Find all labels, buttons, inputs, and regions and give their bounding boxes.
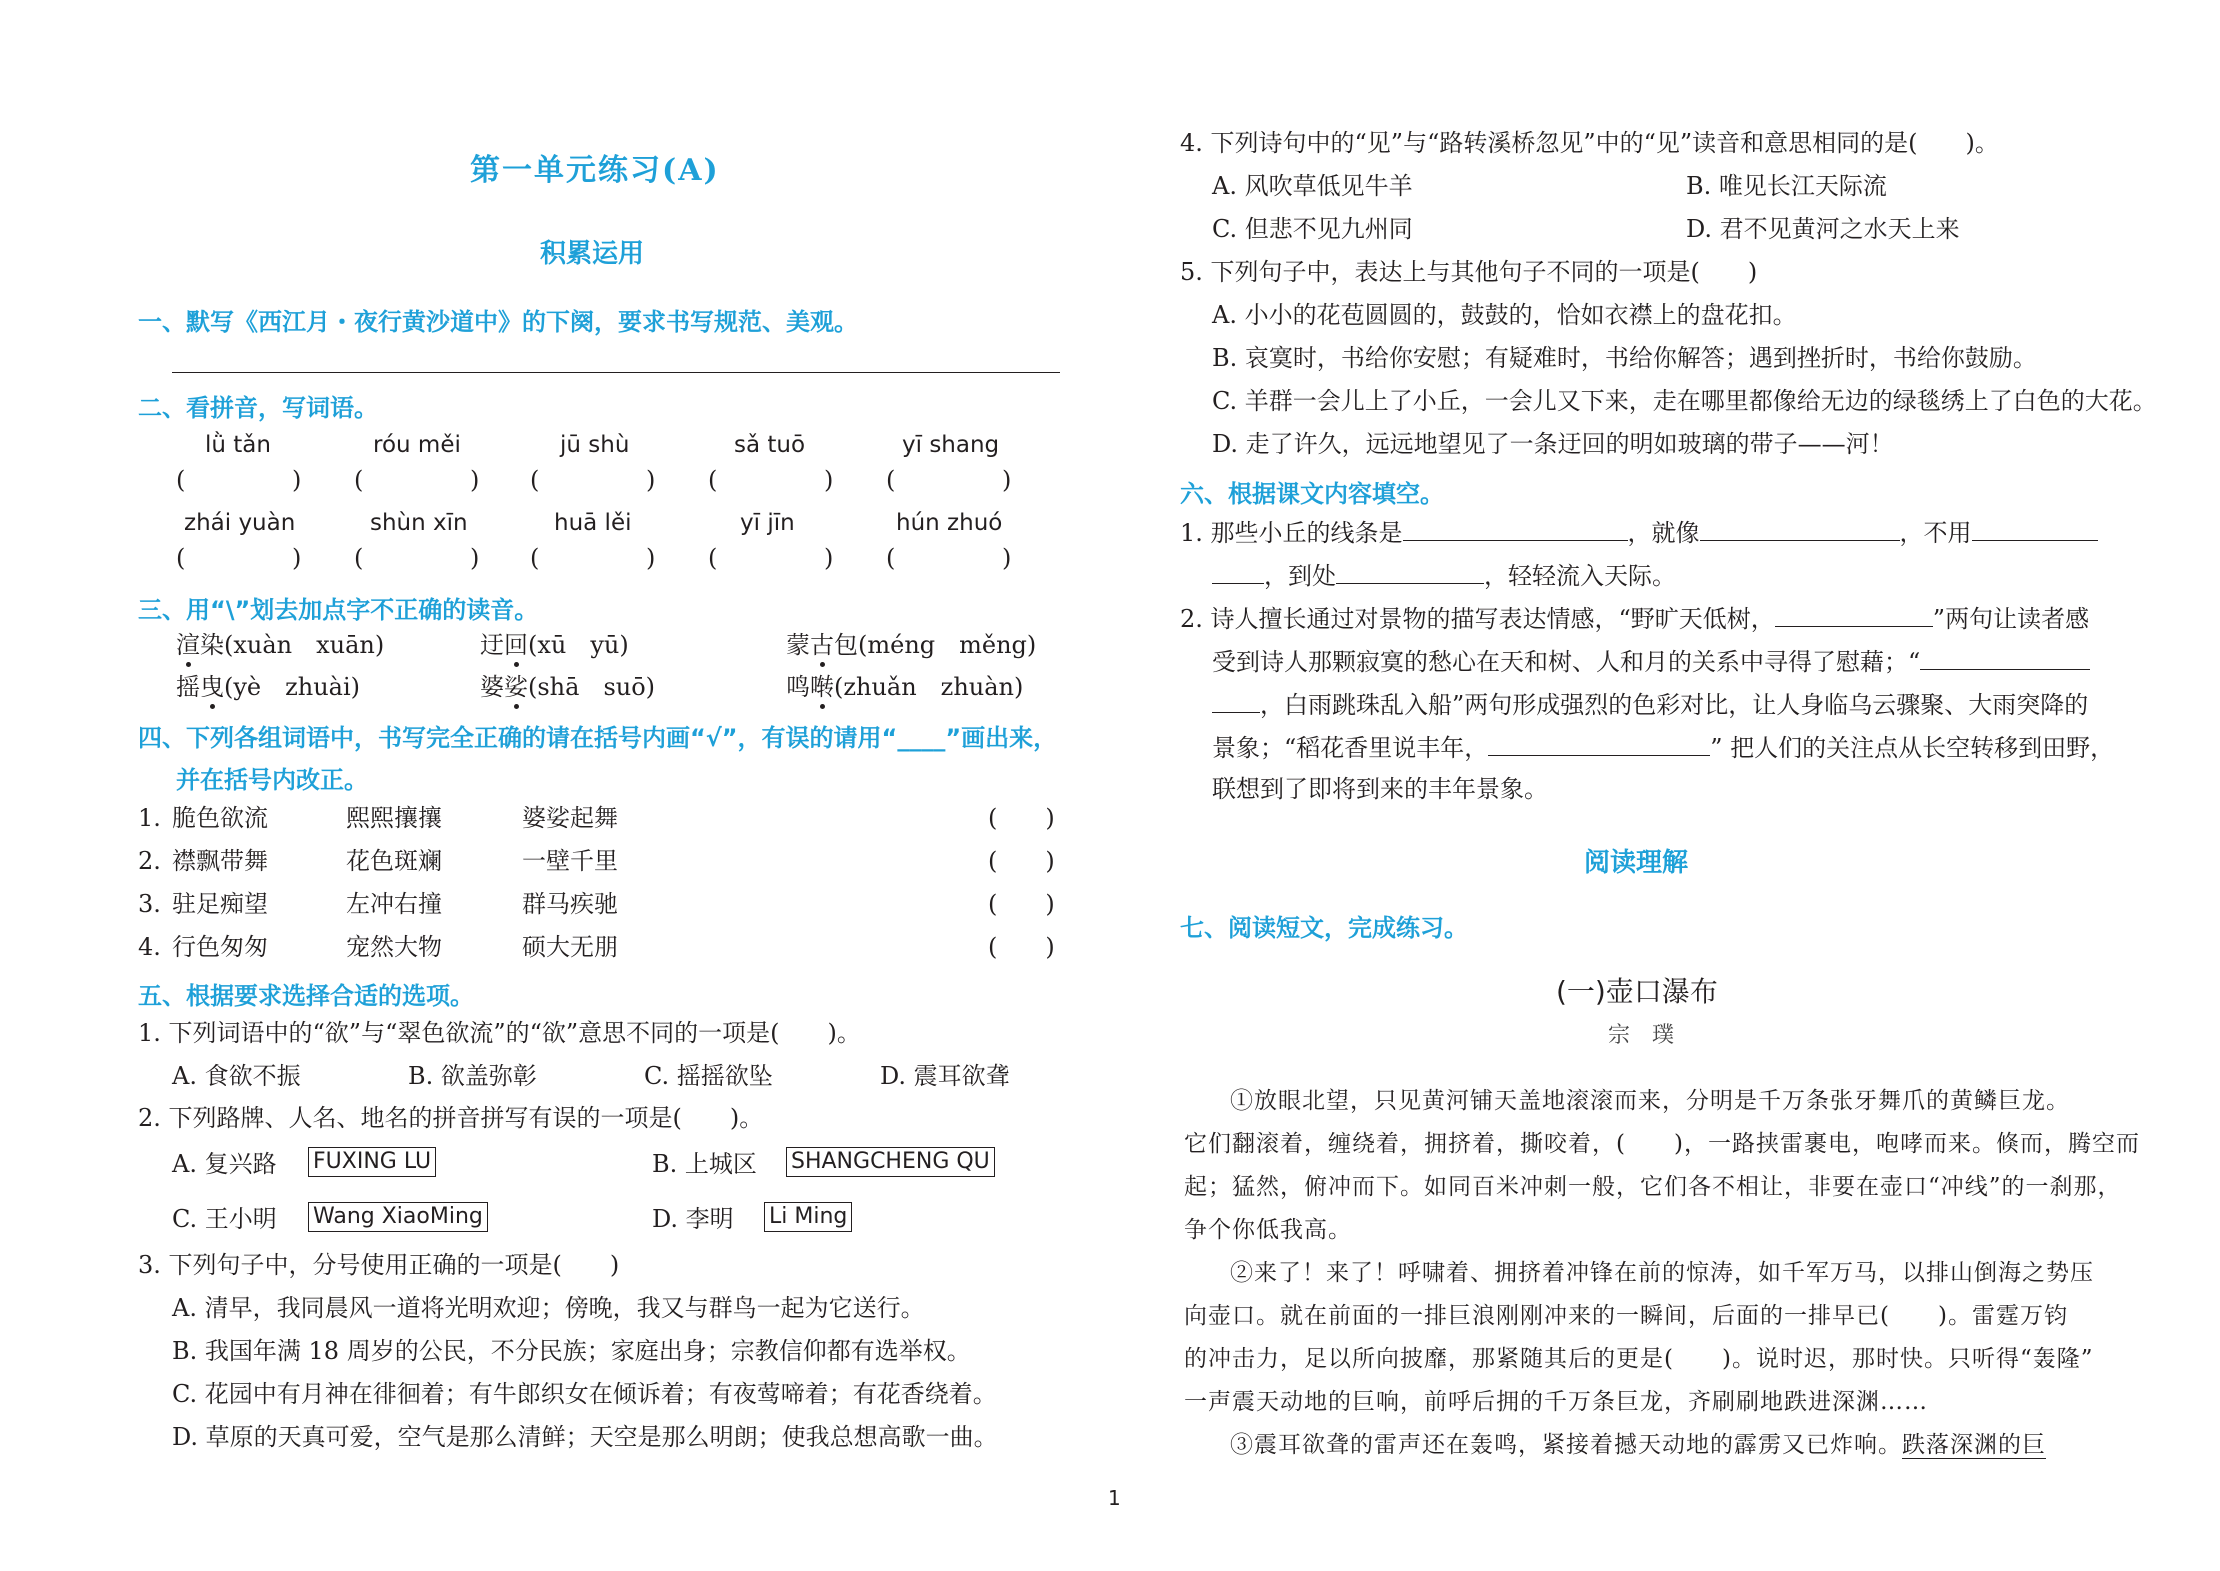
q6-2-line4: 景象；“稻花香里说丰年， ” 把人们的关注点从长空转移到田野， — [1212, 731, 2114, 763]
fill-blank[interactable] — [1775, 602, 1933, 627]
reading-item[interactable]: 迂回(xū yū) — [480, 631, 629, 659]
page-title: 第一单元练习(A) — [470, 153, 720, 188]
pinyin: jū shù — [560, 432, 630, 458]
paren-close: ) — [1002, 544, 1012, 572]
fill-blank[interactable] — [1700, 516, 1900, 541]
paren-close: ) — [824, 466, 834, 494]
option[interactable]: A. 食欲不振 — [172, 1062, 301, 1090]
option[interactable]: B. 哀寞时，书给你安慰；有疑难时，书给你解答；遇到挫折时，书给你鼓励。 — [1212, 344, 2037, 372]
paren-open: ( — [176, 466, 186, 494]
article-line: ①放眼北望，只见黄河铺天盖地滚滚而来，分明是千万条张牙舞爪的黄鳞巨龙。 — [1230, 1088, 2070, 1114]
q5-2-stem: 2. 下列路牌、人名、地名的拼音拼写有误的一项是( )。 — [138, 1104, 764, 1132]
article-line: 的冲击力，足以所向披靡，那紧随其后的更是( )。说时迟，那时快。只听得“轰隆” — [1184, 1346, 2094, 1372]
q7-label: 七、阅读短文，完成练习。 — [1180, 914, 1468, 942]
pinyin: hún zhuó — [896, 510, 1003, 536]
q6-2-line1: 2. 诗人擅长通过对景物的描写表达情感，“野旷天低树， ”两句让读者感 — [1180, 602, 2089, 634]
q6-2-line5: 联想到了即将到来的丰年景象。 — [1212, 775, 1548, 803]
pinyin: lǜ tǎn — [205, 432, 271, 458]
pinyin: shùn xīn — [370, 510, 468, 536]
option[interactable]: A. 风吹草低见牛羊 — [1212, 172, 1413, 200]
reading-item[interactable]: 摇曳(yè zhuài) — [176, 673, 361, 701]
pinyin-sign: FUXING LU — [308, 1147, 436, 1177]
q2-label: 二、看拼音，写词语。 — [138, 394, 378, 422]
paren-close: ) — [470, 466, 480, 494]
answer-paren[interactable]: ( ) — [988, 847, 1055, 875]
pinyin: yī jīn — [740, 510, 795, 536]
fill-blank[interactable] — [1488, 731, 1710, 756]
option[interactable]: B. 上城区 — [652, 1150, 757, 1178]
fill-blank[interactable] — [1212, 688, 1260, 713]
reading-item[interactable]: 蒙古包(méng měng) — [786, 631, 1037, 659]
pinyin: yī shang — [902, 432, 1000, 458]
q3-label: 三、用“\”划去加点字不正确的读音。 — [138, 596, 539, 624]
option[interactable]: C. 花园中有月神在徘徊着；有牛郎织女在倾诉着；有夜莺啼着；有花香绕着。 — [172, 1380, 997, 1408]
q6-1-line1: 1. 那些小丘的线条是 ，就像 ，不用 — [1180, 516, 2098, 548]
paren-close: ) — [646, 544, 656, 572]
article-line: 向壶口。就在前面的一排巨浪刚刚冲来的一瞬间，后面的一排早已( )。雷霆万钧 — [1184, 1303, 2068, 1329]
paren-open: ( — [886, 466, 896, 494]
pinyin-sign: Wang XiaoMing — [308, 1202, 488, 1232]
pinyin-sign: Li Ming — [764, 1202, 852, 1232]
paren-open: ( — [176, 544, 186, 572]
paren-close: ) — [292, 466, 302, 494]
reading-item[interactable]: 婆娑(shā suō) — [480, 673, 656, 701]
section-heading-accumulation: 积累运用 — [540, 239, 645, 269]
section-heading-reading: 阅读理解 — [1584, 848, 1689, 878]
option[interactable]: A. 清早，我同晨风一道将光明欢迎；傍晚，我又与群鸟一起为它送行。 — [172, 1294, 925, 1322]
option[interactable]: B. 我国年满 18 周岁的公民，不分民族；家庭出身；宗教信仰都有选举权。 — [172, 1337, 971, 1365]
q6-2-line3: ，白雨跳珠乱入船”两句形成强烈的色彩对比，让人身临乌云骤聚、大雨突降的 — [1212, 688, 2088, 720]
page-number: 1 — [1108, 1486, 1121, 1510]
article-title: (一)壶口瀑布 — [1556, 975, 1718, 1008]
q6-1-line2: ，到处 ，轻轻流入天际。 — [1212, 559, 1676, 591]
q1-label: 一、默写《西江月・夜行黄沙道中》的下阕，要求书写规范、美观。 — [138, 308, 858, 336]
answer-paren[interactable]: ( ) — [988, 804, 1055, 832]
q5-1-stem: 1. 下列词语中的“欲”与“翠色欲流”的“欲”意思不同的一项是( )。 — [138, 1019, 861, 1047]
option[interactable]: A. 复兴路 — [172, 1150, 277, 1178]
option[interactable]: A. 小小的花苞圆圆的，鼓鼓的，恰如衣襟上的盘花扣。 — [1212, 301, 1797, 329]
reading-item[interactable]: 鸣啭(zhuǎn zhuàn) — [786, 673, 1024, 701]
option[interactable]: D. 君不见黄河之水天上来 — [1686, 215, 1960, 243]
underlined-text: 跌落深渊的巨 — [1902, 1432, 2046, 1458]
paren-open: ( — [354, 544, 364, 572]
q4-label: 四、下列各组词语中，书写完全正确的请在括号内画“√”，有误的请用“____”画出来， — [138, 724, 1058, 752]
pinyin: sǎ tuō — [734, 432, 806, 458]
fill-blank[interactable] — [1920, 645, 2090, 670]
option[interactable]: B. 唯见长江天际流 — [1686, 172, 1887, 200]
q5-4-stem: 4. 下列诗句中的“见”与“路转溪桥忽见”中的“见”读音和意思相同的是( )。 — [1180, 129, 1999, 157]
q5-5-stem: 5. 下列句子中，表达上与其他句子不同的一项是( ) — [1180, 258, 1758, 286]
article-line: ③震耳欲聋的雷声还在轰鸣，紧接着撼天动地的霹雳又已炸响。跌落深渊的巨 — [1230, 1432, 2046, 1458]
option[interactable]: C. 摇摇欲坠 — [644, 1062, 773, 1090]
option[interactable]: C. 王小明 — [172, 1205, 277, 1233]
fill-blank[interactable] — [1336, 559, 1484, 584]
article-line: 它们翻滚着，缠绕着，拥挤着，撕咬着，( )，一路挟雷裹电，咆哮而来。倏而，腾空而 — [1184, 1131, 2140, 1157]
paren-open: ( — [708, 466, 718, 494]
paren-close: ) — [1002, 466, 1012, 494]
fill-blank[interactable] — [1212, 559, 1264, 584]
reading-item[interactable]: 渲染(xuàn xuān) — [176, 631, 385, 659]
option[interactable]: D. 走了许久，远远地望见了一条迂回的明如玻璃的带子——河！ — [1212, 430, 1894, 458]
option[interactable]: D. 草原的天真可爱，空气是那么清鲜；天空是那么明朗；使我总想高歌一曲。 — [172, 1423, 998, 1451]
pinyin-sign: SHANGCHENG QU — [786, 1147, 995, 1177]
paren-open: ( — [530, 544, 540, 572]
article-line: ②来了！来了！呼啸着、拥挤着冲锋在前的惊涛，如千军万马，以排山倒海之势压 — [1230, 1260, 2094, 1286]
option[interactable]: C. 羊群一会儿上了小丘，一会儿又下来，走在哪里都像给无边的绿毯绣上了白色的大花。 — [1212, 387, 2157, 415]
option[interactable]: D. 李明 — [652, 1205, 734, 1233]
paren-close: ) — [646, 466, 656, 494]
option[interactable]: C. 但悲不见九州同 — [1212, 215, 1413, 243]
paren-open: ( — [708, 544, 718, 572]
pinyin: róu měi — [373, 432, 461, 458]
paren-close: ) — [292, 544, 302, 572]
q4-label-cont: 并在括号内改正。 — [176, 766, 368, 794]
answer-paren[interactable]: ( ) — [988, 933, 1055, 961]
q1-answer-line[interactable] — [172, 372, 1060, 373]
paren-close: ) — [470, 544, 480, 572]
article-line: 争个你低我高。 — [1184, 1217, 1352, 1243]
pinyin: huā lěi — [554, 510, 632, 536]
paren-close: ) — [824, 544, 834, 572]
q5-3-stem: 3. 下列句子中，分号使用正确的一项是( ) — [138, 1251, 620, 1279]
paren-open: ( — [354, 466, 364, 494]
paren-open: ( — [886, 544, 896, 572]
article-author: 宗 璞 — [1608, 1023, 1675, 1048]
article-line: 一声震天动地的巨响，前呼后拥的千万条巨龙，齐刷刷地跌进深渊…… — [1184, 1389, 1928, 1415]
q5-label: 五、根据要求选择合适的选项。 — [138, 982, 474, 1010]
option[interactable]: B. 欲盖弥彰 — [408, 1062, 537, 1090]
q6-2-line2: 受到诗人那颗寂寞的愁心在天和树、人和月的关系中寻得了慰藉；“ — [1212, 645, 2090, 677]
answer-paren[interactable]: ( ) — [988, 890, 1055, 918]
article-line: 起；猛然，俯冲而下。如同百米冲刺一般，它们各不相让，非要在壶口“冲线”的一刹那， — [1184, 1174, 2122, 1200]
option[interactable]: D. 震耳欲聋 — [880, 1062, 1010, 1090]
paren-open: ( — [530, 466, 540, 494]
q6-label: 六、根据课文内容填空。 — [1180, 480, 1444, 508]
pinyin: zhái yuàn — [184, 510, 296, 536]
fill-blank[interactable] — [1972, 516, 2098, 541]
fill-blank[interactable] — [1403, 516, 1628, 541]
